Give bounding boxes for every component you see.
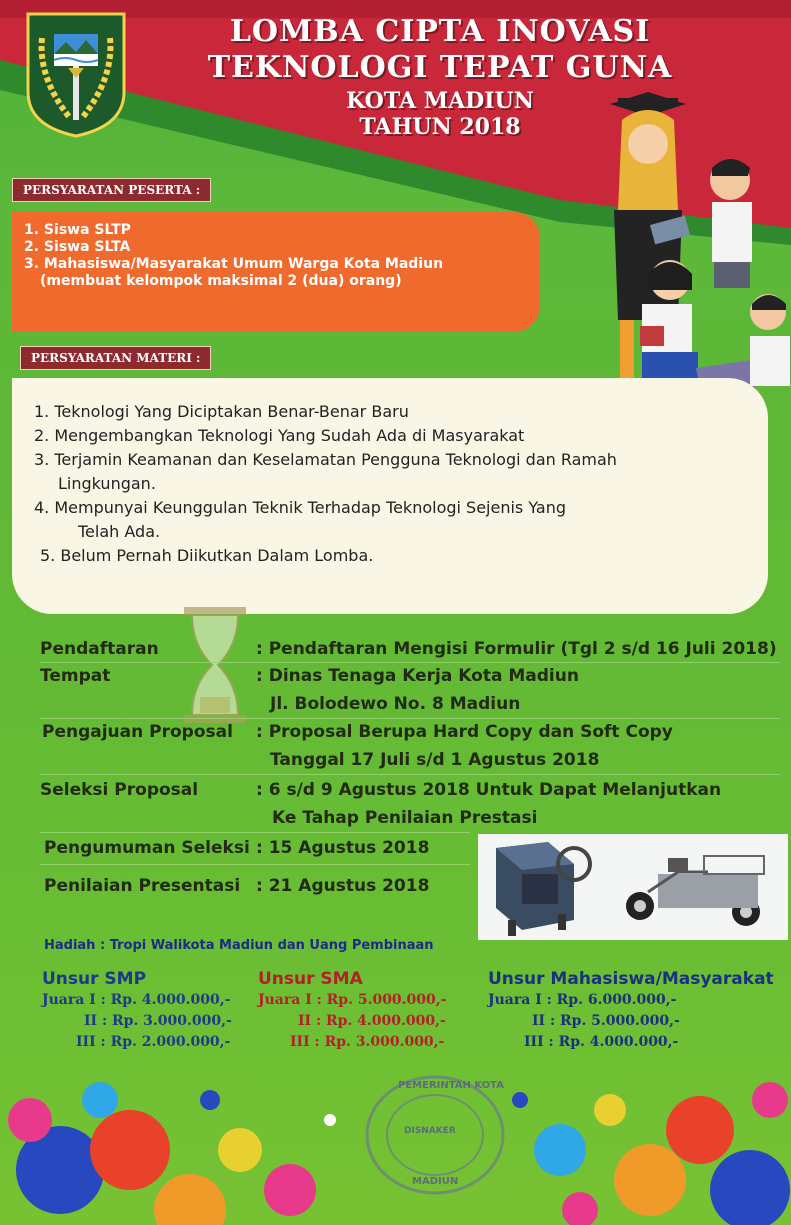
title-line-3: KOTA MADIUN <box>346 88 534 114</box>
prize-head-smp: Unsur SMP <box>42 969 147 989</box>
materi-label: PERSYARATAN MATERI : <box>20 346 211 370</box>
title-line-4: TAHUN 2018 <box>359 114 521 140</box>
prize-row: II : Rp. 5.000.000,- <box>532 1013 680 1029</box>
kota-madiun-logo <box>20 8 132 140</box>
seleksi-label: Seleksi Proposal <box>40 780 199 800</box>
peserta-item-1: 1. Siswa SLTP <box>24 222 131 238</box>
proposal-label: Pengajuan Proposal <box>42 722 233 742</box>
title-line-1: LOMBA CIPTA INOVASI <box>229 14 651 49</box>
prize-column-smp <box>42 968 232 1053</box>
peserta-item-4: (membuat kelompok maksimal 2 (dua) orang) <box>40 273 402 289</box>
students-illustration <box>600 90 791 420</box>
peserta-box <box>12 212 540 332</box>
penilaian-row <box>40 876 470 902</box>
pengumuman-value: : 15 Agustus 2018 <box>256 838 430 858</box>
materi-item-2: 2. Mengembangkan Teknologi Yang Sudah Ada di Masyarakat <box>34 426 525 445</box>
stamp-top-text: PEMERINTAH KOTA <box>398 1080 504 1091</box>
prize-row: II : Rp. 4.000.000,- <box>298 1013 446 1029</box>
prize-column-sma <box>258 968 446 1053</box>
pengumuman-label: Pengumuman Seleksi <box>44 838 250 858</box>
proposal-value-2: Tanggal 17 Juli s/d 1 Agustus 2018 <box>270 750 600 770</box>
prize-row: Juara I : Rp. 5.000.000,- <box>258 992 447 1008</box>
seleksi-value-1: : 6 s/d 9 Agustus 2018 Untuk Dapat Melanjutkan <box>256 780 722 800</box>
prize-column-mahasiswa <box>488 968 774 1053</box>
prize-head-mahasiswa: Unsur Mahasiswa/Masyarakat <box>488 969 774 989</box>
proposal-row-2 <box>40 750 780 776</box>
tempat-label: Tempat <box>40 666 111 686</box>
seleksi-row-2 <box>40 808 780 834</box>
proposal-value-1: : Proposal Berupa Hard Copy dan Soft Copy <box>256 722 673 742</box>
prize-row: III : Rp. 3.000.000,- <box>290 1034 445 1050</box>
materi-item-1: 1. Teknologi Yang Diciptakan Benar-Benar Baru <box>34 402 409 421</box>
prize-row: II : Rp. 3.000.000,- <box>84 1013 232 1029</box>
penilaian-label: Penilaian Presentasi <box>44 876 241 896</box>
divider <box>40 864 470 865</box>
seleksi-row <box>40 780 780 806</box>
prize-row: III : Rp. 2.000.000,- <box>76 1034 231 1050</box>
stamp-middle-text: DISNAKER <box>404 1126 456 1136</box>
materi-item-5: 5. Belum Pernah Diikutkan Dalam Lomba. <box>40 546 374 565</box>
title-line-2: TEKNOLOGI TEPAT GUNA <box>207 50 673 85</box>
divider <box>40 718 780 719</box>
pendaftaran-label: Pendaftaran <box>40 639 159 659</box>
stamp-bottom-text: MADIUN <box>412 1176 459 1187</box>
peserta-label: PERSYARATAN PESERTA : <box>12 178 211 202</box>
pendaftaran-value: : Pendaftaran Mengisi Formulir (Tgl 2 s/d 16 Juli 2018) <box>256 639 777 659</box>
divider <box>40 774 780 775</box>
pengumuman-row <box>40 838 470 864</box>
penilaian-value: : 21 Agustus 2018 <box>256 876 430 896</box>
prize-row: Juara I : Rp. 6.000.000,- <box>488 992 677 1008</box>
tempat-row <box>40 666 780 692</box>
divider <box>40 832 470 833</box>
machines-image <box>478 834 788 940</box>
tempat-row-2 <box>40 694 780 720</box>
materi-item-4b: Telah Ada. <box>78 522 161 541</box>
divider <box>40 662 780 663</box>
materi-box <box>12 378 768 614</box>
prize-row: Juara I : Rp. 4.000.000,- <box>42 992 231 1008</box>
proposal-row <box>40 722 780 748</box>
seleksi-value-2: Ke Tahap Penilaian Prestasi <box>272 808 538 828</box>
hadiah-text: Hadiah : Tropi Walikota Madiun dan Uang Pembinaan <box>44 938 434 953</box>
materi-item-3b: Lingkungan. <box>58 474 156 493</box>
peserta-item-3: 3. Mahasiswa/Masyarakat Umum Warga Kota Madiun <box>24 256 444 272</box>
materi-item-3: 3. Terjamin Keamanan dan Keselamatan Pengguna Teknologi dan Ramah <box>34 450 617 469</box>
peserta-item-2: 2. Siswa SLTA <box>24 239 131 255</box>
prize-head-sma: Unsur SMA <box>258 969 363 989</box>
materi-item-4: 4. Mempunyai Keunggulan Teknik Terhadap Teknologi Sejenis Yang <box>34 498 567 517</box>
tempat-value-1: : Dinas Tenaga Kerja Kota Madiun <box>256 666 579 686</box>
prize-row: III : Rp. 4.000.000,- <box>524 1034 679 1050</box>
tempat-value-2: Jl. Bolodewo No. 8 Madiun <box>270 694 521 714</box>
